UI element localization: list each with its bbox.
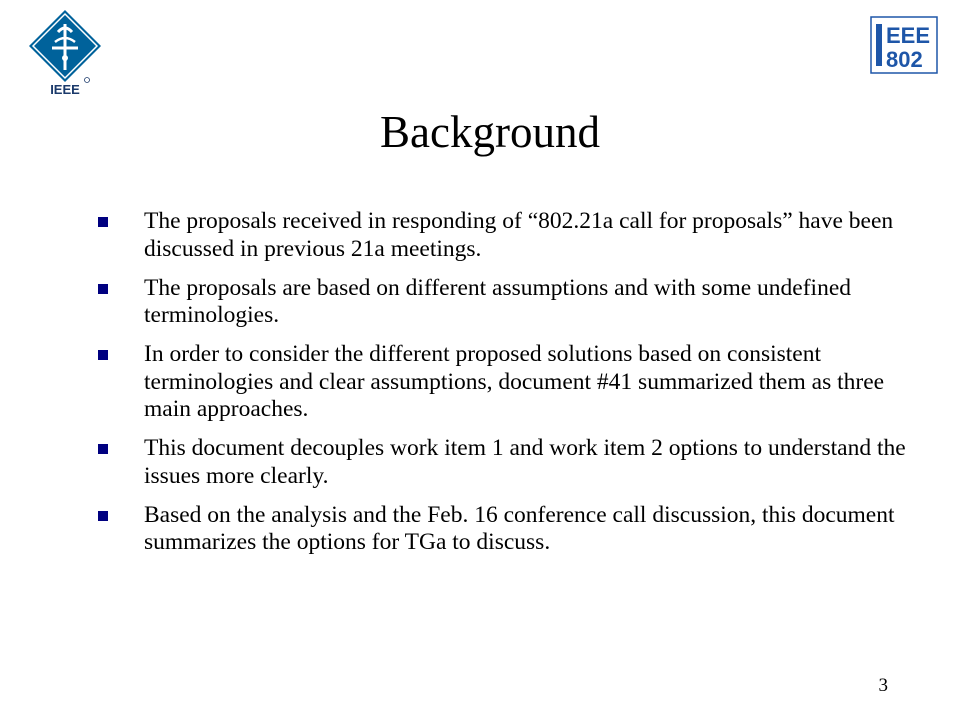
bullet-text: The proposals received in responding of “802.21a call for proposals” have been discussed in previous 21a meetings. — [144, 208, 894, 262]
ieee-logo-text: IEEE — [50, 82, 80, 96]
square-bullet-icon — [98, 444, 108, 454]
page-number: 3 — [878, 675, 888, 696]
square-bullet-icon — [98, 217, 108, 227]
ieee-802-logo-line2: 802 — [886, 47, 923, 72]
bullet-item — [98, 502, 908, 557]
ieee-802-logo — [870, 16, 938, 74]
bullet-item — [98, 341, 908, 424]
square-bullet-icon — [98, 284, 108, 294]
bullet-list — [98, 208, 908, 568]
square-bullet-icon — [98, 350, 108, 360]
bullet-item — [98, 275, 908, 330]
bullet-text: Based on the analysis and the Feb. 16 conference call discussion, this document summarizes the options for TGa to discuss. — [144, 501, 895, 555]
bullet-item — [98, 208, 908, 263]
bullet-text: In order to consider the different proposed solutions based on consistent terminologies and clear assumptions, document #41 summarized them as three main approaches. — [144, 341, 885, 422]
bullet-text: The proposals are based on different assumptions and with some undefined terminologies. — [144, 274, 852, 328]
bullet-item — [98, 435, 908, 490]
slide-title: Background — [380, 107, 600, 157]
ieee-logo — [25, 8, 105, 96]
ieee-802-logo-line1: EEE — [886, 23, 931, 48]
bullet-text: This document decouples work item 1 and work item 2 options to understand the issues more clearly. — [144, 435, 906, 489]
square-bullet-icon — [98, 511, 108, 521]
